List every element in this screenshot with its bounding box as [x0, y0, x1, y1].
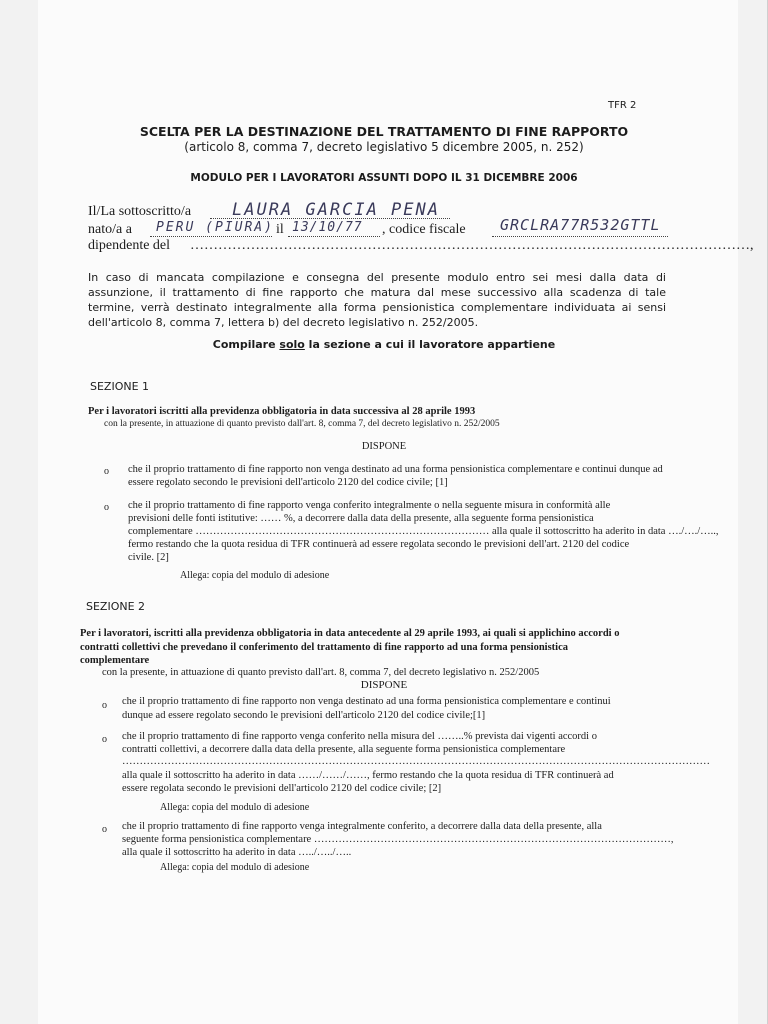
nato-line — [150, 236, 272, 237]
document-title: SCELTA PER LA DESTINAZIONE DEL TRATTAMENTO DI FINE RAPPORTO — [139, 124, 629, 139]
section1-option2-line4: fermo restando che la quota residua di TFR continuerà ad essere regolata secondo le previsioni dell'art. 2120 del codice — [128, 539, 630, 550]
compile-note-after: la sezione a cui il lavoratore appartiene — [304, 338, 556, 351]
section1-option1-checkbox[interactable]: o — [104, 466, 109, 477]
section2-option2-line1: che il proprio trattamento di fine rapporto venga conferito nella misura del ……..% prevista dai vigenti accordi o — [122, 731, 597, 742]
section2-option1-line1: che il proprio trattamento di fine rapporto non venga destinato ad una forma pensionistica complementare e continui — [122, 696, 611, 707]
section2-option3-checkbox[interactable]: o — [102, 824, 107, 835]
section2-allega2: Allega: copia del modulo di adesione — [160, 862, 310, 873]
section1-title: SEZIONE 1 — [90, 380, 150, 393]
sottoscritto-label: Il/La sottoscritto/a — [88, 204, 192, 219]
codice-fiscale-label: , codice fiscale — [382, 222, 466, 237]
section1-option2-line3: complementare ………………………………………………………………………… alla quale il sottoscritto ha aderito in data …./…./….., — [128, 526, 719, 537]
compile-note-underlined: solo — [279, 338, 305, 351]
section1-option2-line1: che il proprio trattamento di fine rapporto venga conferito integralmente o nella seguente misura in conformità alle — [128, 500, 611, 511]
section2-option1-checkbox[interactable]: o — [102, 700, 107, 711]
birth-date-field[interactable]: 13/10/77 — [292, 220, 363, 235]
section2-title: SEZIONE 2 — [86, 600, 146, 613]
section1-subheading: con la presente, in attuazione di quanto previsto dall'art. 8, comma 7, del decreto legislativo n. 252/2005 — [104, 419, 500, 429]
il-line — [288, 236, 380, 237]
section1-option2-line2: previsioni delle fonti istitutive: …… %, a decorrere dalla data della presente, alla seguente forma pensionistica — [128, 513, 594, 524]
section1-option1-text: che il proprio trattamento di fine rapporto non venga destinato ad una forma pensionistica complementare e continui dunque ad essere regolato secondo le previsioni dell'articolo 2120 del codice civile; [1] — [128, 464, 663, 488]
module-title: MODULO PER I LAVORATORI ASSUNTI DOPO IL 31 DICEMBRE 2006 — [190, 172, 578, 184]
section2-heading-line2: contratti collettivi che prevedano il conferimento del trattamento di fine rapporto ad una forma pensionistica — [80, 642, 568, 653]
section2-option2-line3: …………………………………………………………………………………………………………………………………………………… — [122, 756, 710, 767]
section2-option3-line1: che il proprio trattamento di fine rapporto venga integralmente conferito, a decorrere dalla data della presente, alla — [122, 821, 602, 832]
section2-allega1: Allega: copia del modulo di adesione — [160, 802, 310, 813]
section2-subheading: con la presente, in attuazione di quanto previsto dall'art. 8, comma 7, del decreto legislativo n. 252/2005 — [102, 667, 540, 678]
section2-option2-line2: contratti collettivi, a decorrere dalla data della presente, alla seguente forma pensionistica complementare — [122, 744, 566, 755]
document-subtitle: (articolo 8, comma 7, decreto legislativo 5 dicembre 2005, n. 252) — [184, 140, 584, 154]
section2-option2-checkbox[interactable]: o — [102, 734, 107, 745]
intro-paragraph: In caso di mancata compilazione e consegna del presente modulo entro sei mesi dalla data di assunzione, il trattamento di fine rapporto che matura dal mese successivo alla scadenza di tale termine, verrà destinato integralmente alla forma pensionistica complementare individuata ai sensi dell'articolo 8, comma 7, lettera b) del decreto legislativo n. 252/2005. — [88, 271, 666, 329]
section2-heading-line3: complementare — [80, 655, 150, 666]
il-label: il — [276, 222, 284, 237]
section2-option3-line3: alla quale il sottoscritto ha aderito in data …../…../….. — [122, 847, 352, 858]
nato-field[interactable]: PERU (PIURA) — [156, 220, 274, 235]
nato-label: nato/a a — [88, 222, 132, 237]
compile-note — [0, 338, 768, 351]
sottoscritto-field[interactable]: LAURA GARCIA PENA — [232, 200, 440, 220]
compile-note-before: Compilare — [212, 338, 280, 351]
codice-line — [492, 236, 668, 237]
section2-option2-line5: essere regolata secondo le previsioni dell'articolo 2120 del codice civile; [2] — [122, 783, 442, 794]
section1-option2-line5: civile. [2] — [128, 552, 169, 563]
section1-heading: Per i lavoratori iscritti alla previdenza obbligatoria in data successiva al 28 aprile 1993 — [88, 406, 476, 417]
form-code: TFR 2 — [608, 100, 637, 111]
dipendente-label: dipendente del — [88, 238, 171, 253]
section2-option2-line4: alla quale il sottoscritto ha aderito in data ……/……/……, fermo restando che la quota residua di TFR continuerà ad — [122, 770, 614, 781]
section2-dispone: DISPONE — [360, 679, 408, 691]
section2-heading-line1: Per i lavoratori, iscritti alla previdenza obbligatoria in data antecedente al 29 aprile 1993, ai quali si applichino accordi o — [80, 628, 620, 639]
dipendente-field[interactable]: …………………………………………………………………………………………………………, — [190, 238, 754, 253]
section1-allega: Allega: copia del modulo di adesione — [180, 570, 330, 581]
section1-dispone: DISPONE — [361, 441, 407, 452]
section1-option2-checkbox[interactable]: o — [104, 502, 109, 513]
section2-option1-line2: dunque ad essere regolato secondo le previsioni dell'articolo 2120 del codice civile;[1] — [122, 710, 486, 721]
section2-option3-line2: seguente forma pensionistica complementare …………………………………………………………………………………………, — [122, 834, 674, 845]
codice-fiscale-field[interactable]: GRCLRA77R532GTTL — [500, 216, 661, 234]
